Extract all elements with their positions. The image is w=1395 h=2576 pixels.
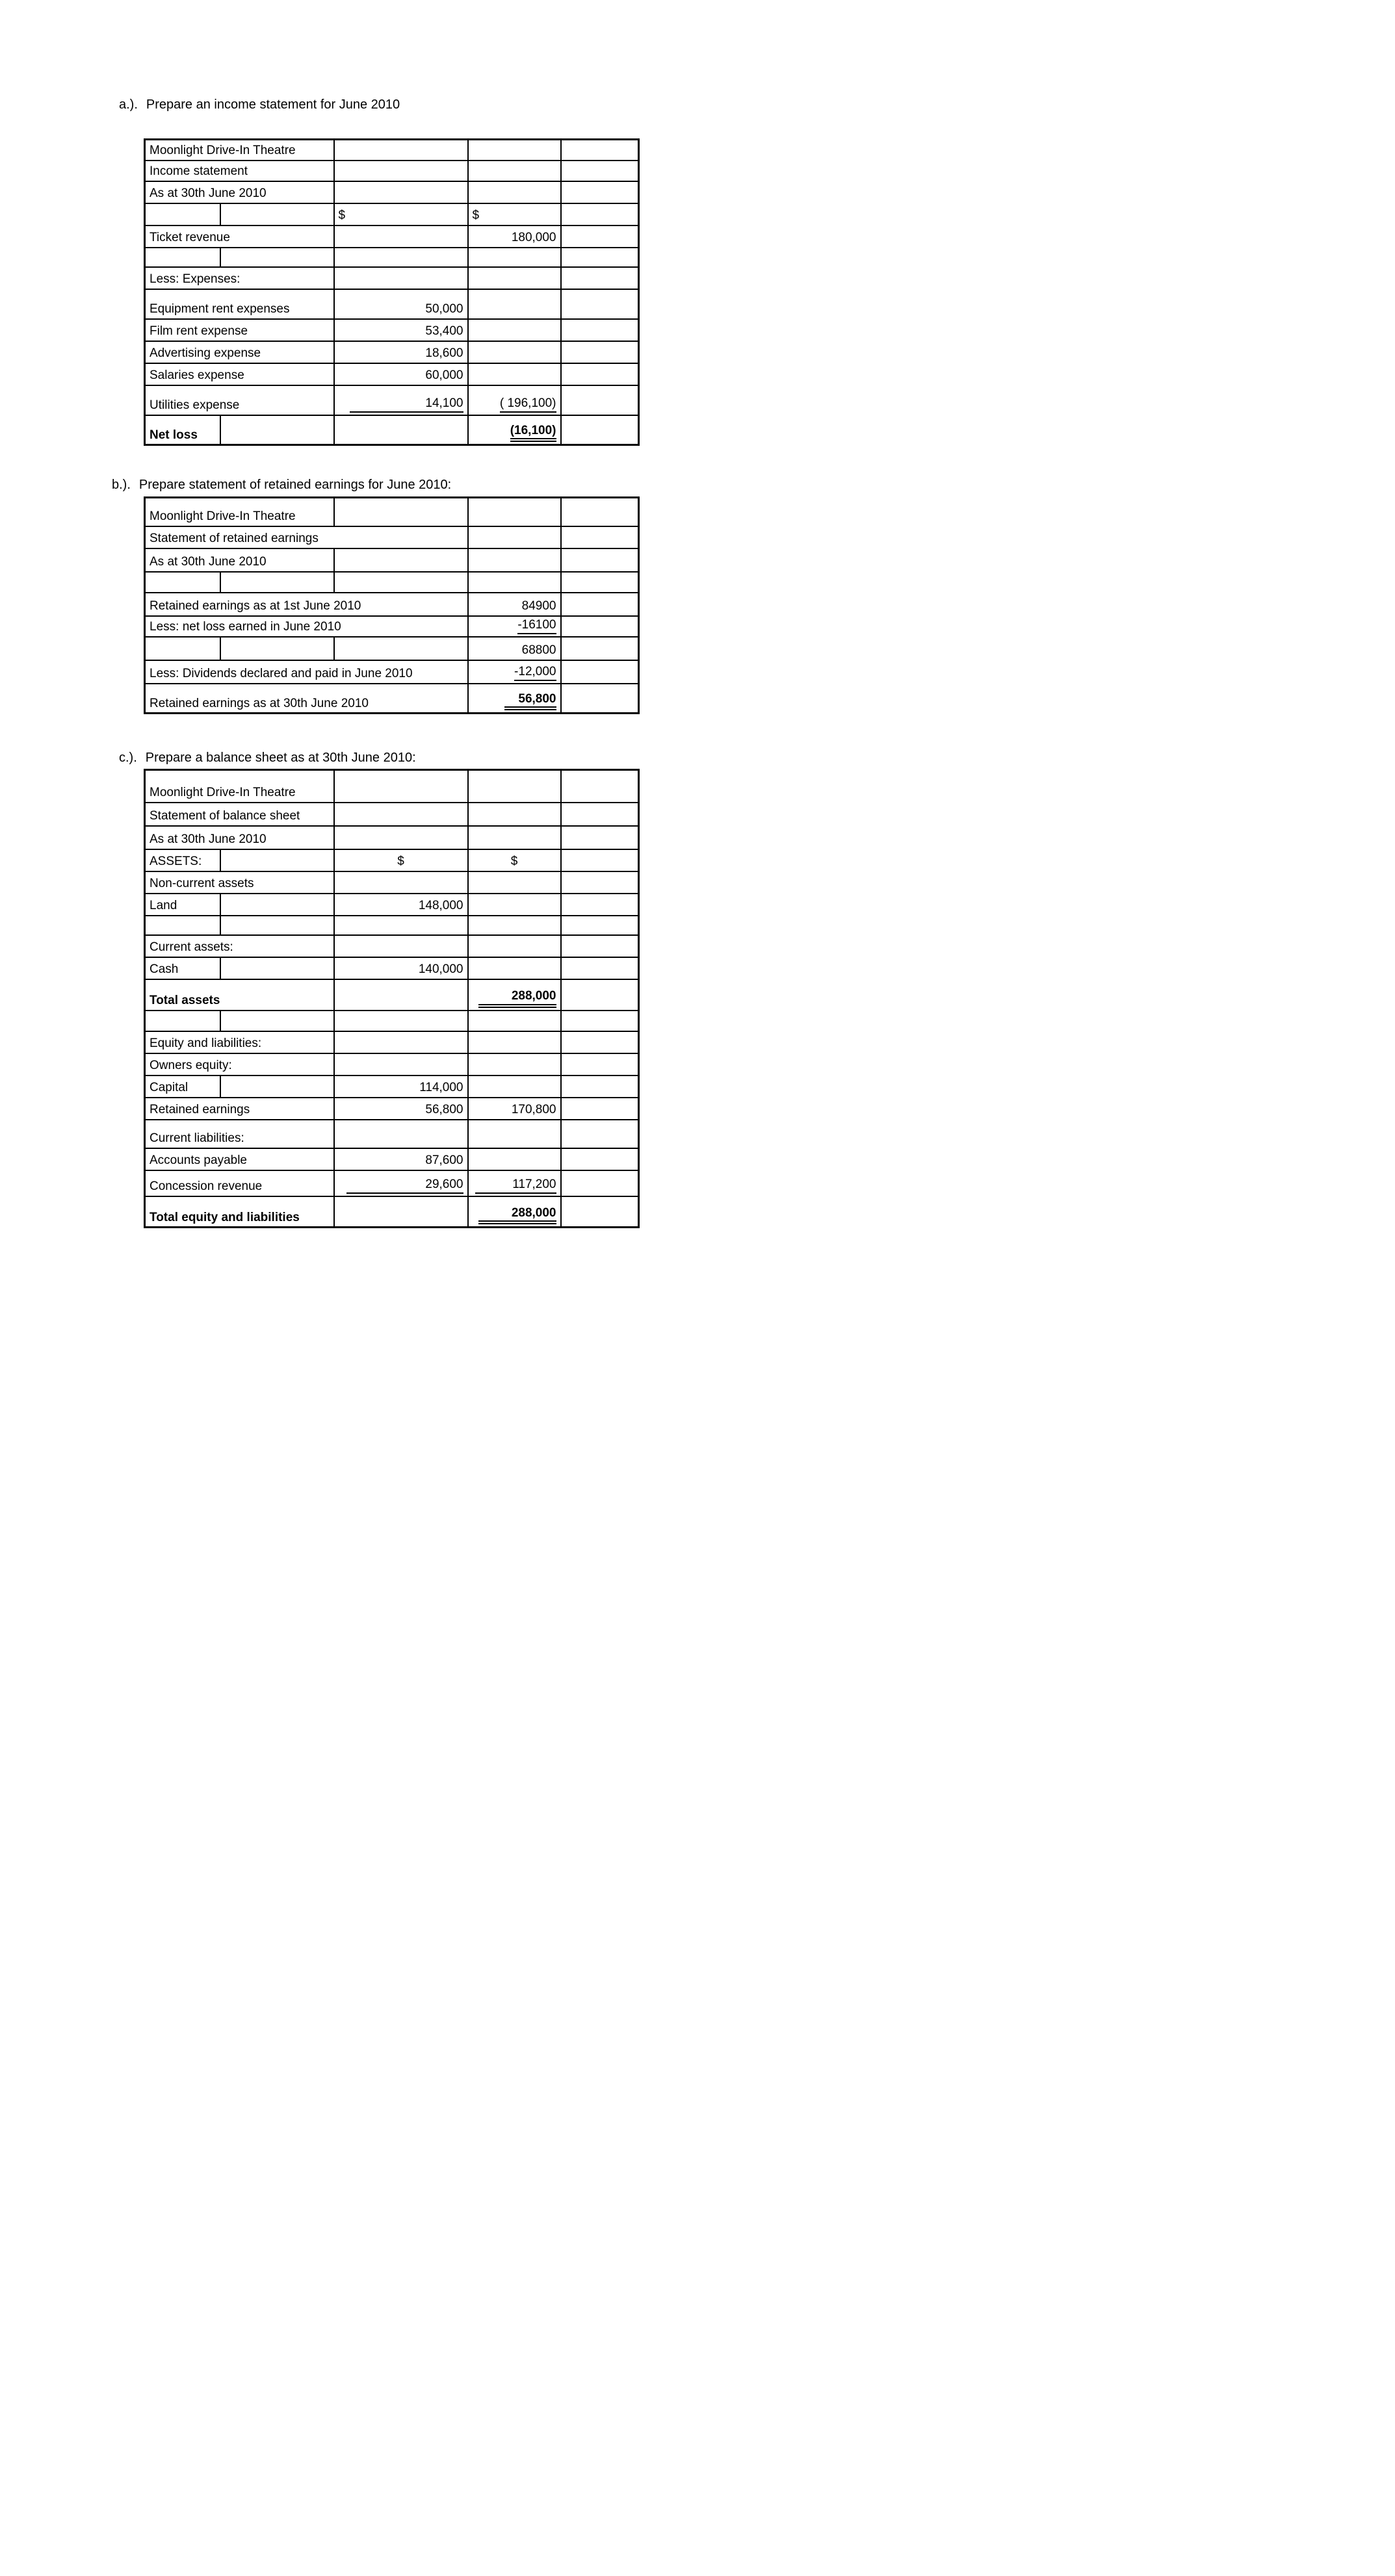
table-cell-empty [334,161,468,181]
table-row [145,770,639,803]
table-cell-empty [468,826,561,849]
table-cell-empty [468,319,561,341]
table-cell-empty [145,637,220,660]
table-cell-empty [468,1053,561,1075]
table-row [145,319,639,341]
table-cell-empty [334,267,468,289]
cell-text: Retained earnings as at 1st June 2010 [150,599,361,613]
table-cell [145,385,334,415]
cell-text: Advertising expense [150,346,261,361]
cell-text: Moonlight Drive-In Theatre [150,144,296,158]
table-cell-empty [468,871,561,894]
table-cell-empty [220,1011,334,1031]
table-row [145,248,639,267]
table-row [145,498,639,526]
table-cell [468,616,561,637]
table-cell-empty [334,1053,468,1075]
section-c-label: c.). [119,751,137,765]
table-cell-empty [468,248,561,267]
cell-text: 140,000 [418,962,463,977]
table-cell [145,289,334,319]
table-cell [145,526,468,548]
cell-text: Film rent expense [150,324,248,339]
cell-text: 53,400 [425,324,463,339]
cell-text: 170,800 [511,1103,556,1117]
table-cell-empty [561,1053,639,1075]
table-cell-empty [220,849,334,871]
cell-text: (16,100) [510,424,556,442]
table-row [145,935,639,957]
table-cell-empty [220,248,334,267]
table-cell [468,637,561,660]
table-cell [334,894,468,916]
table-cell-empty [334,181,468,203]
cell-text: 56,800 [504,692,556,710]
table-cell-empty [561,1196,639,1228]
table-cell-empty [334,1031,468,1053]
table-row [145,660,639,684]
table-cell-empty [334,916,468,935]
table-cell [145,684,468,714]
table-row [145,1011,639,1031]
table-cell-empty [334,248,468,267]
section-c-title [119,751,416,766]
table-cell [468,385,561,415]
table-cell [145,826,334,849]
table-cell [468,979,561,1011]
table-cell-empty [468,957,561,979]
table-cell-empty [561,1148,639,1170]
cell-text: Equity and liabilities: [150,1037,262,1051]
table-cell-empty [561,979,639,1011]
table-cell [145,1075,220,1098]
table-cell-empty [468,916,561,935]
table-cell-empty [468,289,561,319]
table-row [145,267,639,289]
table-cell [334,363,468,385]
cell-text: As at 30th June 2010 [150,832,267,847]
table-row [145,341,639,363]
table-cell [334,957,468,979]
table-cell-empty [561,957,639,979]
cell-text: Cash [150,962,179,977]
table-cell [145,871,334,894]
table-cell-empty [561,1120,639,1148]
table-cell [468,660,561,684]
table-cell [468,1098,561,1120]
table-cell-empty [561,826,639,849]
cell-text: Retained earnings [150,1103,250,1117]
table-cell-empty [561,498,639,526]
table-cell [468,415,561,445]
table-cell-empty [334,637,468,660]
table-cell-empty [468,1031,561,1053]
table-row [145,916,639,935]
table-cell-empty [220,1075,334,1098]
table-cell-empty [334,498,468,526]
cell-text: Non-current assets [150,877,254,891]
table-cell-empty [561,181,639,203]
cell-text: As at 30th June 2010 [150,187,267,201]
table-cell [334,203,468,225]
worksheet-page [0,0,698,1288]
table-cell-empty [561,203,639,225]
cell-text: Ticket revenue [150,231,230,245]
table-cell [145,161,334,181]
cell-text: -12,000 [514,665,556,680]
table-cell [145,935,334,957]
table-cell-empty [561,770,639,803]
table-cell-empty [334,826,468,849]
cell-text: Retained earnings as at 30th June 2010 [150,696,369,710]
cell-text: Income statement [150,164,248,179]
table-cell-empty [334,1120,468,1148]
cell-text: 60,000 [425,368,463,383]
cell-text: ( 196,100) [500,396,556,412]
cell-text: Less: net loss earned in June 2010 [150,620,341,634]
table-cell-empty [561,267,639,289]
table-cell-empty [468,1120,561,1148]
table-row [145,871,639,894]
cell-text: $ [338,209,346,223]
table-cell-empty [145,248,220,267]
table-row [145,1148,639,1170]
cell-text: 29,600 [346,1178,463,1193]
cell-text: $ [510,855,518,869]
table-cell [145,1196,334,1228]
table-cell [468,203,561,225]
cell-text: 14,100 [350,396,463,412]
table-cell [468,684,561,714]
table-cell-empty [561,363,639,385]
table-cell-empty [468,341,561,363]
table-row [145,181,639,203]
table-cell [468,593,561,616]
table-cell [468,849,561,871]
table-cell [468,225,561,248]
table-cell [145,140,334,161]
table-cell [334,1075,468,1098]
table-cell-empty [561,593,639,616]
retained-earnings-table [144,496,640,714]
table-cell-empty [145,916,220,935]
table-cell [145,363,334,385]
table-cell [145,267,334,289]
table-cell-empty [334,1196,468,1228]
cell-text: 50,000 [425,302,463,316]
table-cell-empty [561,637,639,660]
table-cell-empty [468,140,561,161]
section-b-title [112,478,451,493]
cell-text: 180,000 [511,231,556,245]
table-cell-empty [145,1011,220,1031]
table-cell-empty [334,548,468,572]
table-cell-empty [561,572,639,593]
table-cell-empty [468,572,561,593]
cell-text: Salaries expense [150,368,244,383]
table-cell [334,1148,468,1170]
table-cell-empty [468,935,561,957]
table-cell-empty [334,935,468,957]
table-cell-empty [561,871,639,894]
table-cell-empty [561,161,639,181]
table-cell-empty [145,572,220,593]
table-cell [145,894,220,916]
table-cell-empty [561,935,639,957]
table-cell [145,1120,334,1148]
table-row [145,385,639,415]
table-cell [145,1031,334,1053]
table-row [145,1075,639,1098]
table-row [145,684,639,714]
table-cell-empty [334,770,468,803]
table-cell [468,1196,561,1228]
table-cell [334,319,468,341]
table-cell-empty [468,526,561,548]
table-cell [145,1053,334,1075]
table-cell-empty [468,1011,561,1031]
table-row [145,225,639,248]
cell-text: $ [472,209,480,223]
table-cell [334,341,468,363]
table-cell-empty [334,979,468,1011]
table-cell-empty [468,267,561,289]
table-row [145,203,639,225]
balance-sheet-table [144,769,640,1228]
section-b-title-text: Prepare statement of retained earnings for June 2010: [138,478,452,492]
table-row [145,140,639,161]
cell-text: Capital [150,1081,189,1095]
table-cell [145,593,468,616]
table-cell-empty [561,616,639,637]
cell-text: 114,000 [419,1081,463,1095]
table-cell-empty [561,1011,639,1031]
table-row [145,289,639,319]
table-cell-empty [468,1148,561,1170]
cell-text: Moonlight Drive-In Theatre [150,509,296,524]
table-row [145,526,639,548]
table-cell-empty [145,203,220,225]
table-cell-empty [561,1075,639,1098]
table-row [145,363,639,385]
table-cell-empty [561,385,639,415]
table-cell-empty [220,637,334,660]
table-cell [145,1148,334,1170]
table-cell-empty [561,140,639,161]
table-row [145,1120,639,1148]
table-row [145,1098,639,1120]
table-cell-empty [334,140,468,161]
table-cell [334,1098,468,1120]
cell-text: 288,000 [478,989,556,1007]
table-cell-empty [561,660,639,684]
cell-text: Owners equity: [150,1059,232,1073]
table-cell-empty [561,225,639,248]
table-cell-empty [561,415,639,445]
table-cell [145,770,334,803]
table-cell-empty [561,916,639,935]
cell-text: ASSETS: [150,855,202,869]
table-cell-empty [468,498,561,526]
table-cell-empty [334,572,468,593]
table-cell [145,616,468,637]
cell-text: Less: Expenses: [150,272,241,287]
table-cell-empty [220,203,334,225]
table-cell [145,341,334,363]
table-row [145,979,639,1011]
cell-text: Less: Dividends declared and paid in June 2010 [150,667,413,681]
table-cell-empty [561,248,639,267]
cell-text: 87,600 [425,1153,463,1168]
table-cell-empty [334,803,468,826]
cell-text: 18,600 [425,346,463,361]
table-cell [145,319,334,341]
table-cell-empty [220,957,334,979]
cell-text: -16100 [517,618,556,634]
table-cell-empty [561,849,639,871]
cell-text: 288,000 [478,1206,556,1224]
table-cell-empty [468,770,561,803]
table-cell [145,979,334,1011]
table-row [145,1053,639,1075]
table-cell-empty [561,289,639,319]
cell-text: 148,000 [418,899,463,913]
income-statement-table [144,138,640,446]
cell-text: 68800 [521,643,556,658]
table-cell [334,849,468,871]
table-row [145,849,639,871]
cell-text: Net loss [150,428,198,442]
table-cell-empty [220,916,334,935]
table-cell-empty [468,181,561,203]
table-cell [334,385,468,415]
cell-text: Statement of balance sheet [150,809,300,823]
cell-text: Current assets: [150,940,233,955]
table-cell [145,957,220,979]
cell-text: Total equity and liabilities [150,1210,300,1224]
cell-text: Land [150,899,177,913]
table-row [145,548,639,572]
table-cell-empty [561,684,639,714]
table-cell [334,289,468,319]
table-row [145,826,639,849]
section-a-label: a.). [119,97,138,112]
table-cell [145,1170,334,1196]
cell-text: $ [397,855,404,869]
table-cell [145,548,334,572]
section-c-title-text: Prepare a balance sheet as at 30th June 2010: [145,751,416,765]
table-cell-empty [561,1098,639,1120]
table-cell-empty [334,225,468,248]
table-row [145,415,639,445]
cell-text: Utilities expense [150,398,240,413]
section-a-title-text: Prepare an income statement for June 2010 [146,97,400,112]
table-cell-empty [561,1170,639,1196]
cell-text: 117,200 [475,1178,556,1193]
table-row [145,957,639,979]
table-row [145,894,639,916]
table-cell-empty [334,1011,468,1031]
table-row [145,616,639,637]
table-cell [145,225,334,248]
table-cell [145,498,334,526]
table-cell [145,660,468,684]
cell-text: Total assets [150,994,220,1008]
table-cell-empty [468,363,561,385]
table-cell [145,415,220,445]
table-cell-empty [561,803,639,826]
table-cell-empty [468,894,561,916]
table-cell [145,849,220,871]
table-cell-empty [468,803,561,826]
cell-text: Current liabilities: [150,1131,244,1146]
table-row [145,1031,639,1053]
table-cell-empty [468,1075,561,1098]
table-cell [468,1170,561,1196]
table-cell [145,181,334,203]
table-cell-empty [561,894,639,916]
cell-text: Statement of retained earnings [150,532,319,546]
table-cell-empty [468,161,561,181]
table-row [145,1196,639,1228]
table-cell [145,1098,334,1120]
table-cell-empty [561,1031,639,1053]
table-row [145,161,639,181]
table-cell-empty [561,319,639,341]
table-cell-empty [561,548,639,572]
table-cell-empty [334,415,468,445]
table-cell-empty [334,871,468,894]
table-cell-empty [220,572,334,593]
cell-text: 56,800 [425,1103,463,1117]
table-cell [145,803,334,826]
table-cell-empty [468,548,561,572]
table-row [145,593,639,616]
cell-text: Moonlight Drive-In Theatre [150,786,296,800]
table-row [145,803,639,826]
table-cell-empty [561,526,639,548]
table-row [145,572,639,593]
table-row [145,1170,639,1196]
cell-text: Accounts payable [150,1153,247,1168]
cell-text: Concession revenue [150,1179,263,1194]
table-cell-empty [220,894,334,916]
table-row [145,637,639,660]
table-cell [334,1170,468,1196]
cell-text: Equipment rent expenses [150,302,290,316]
section-b-label: b.). [112,478,131,492]
cell-text: 84900 [521,599,556,613]
table-cell-empty [561,341,639,363]
section-a-title [119,97,400,112]
cell-text: As at 30th June 2010 [150,555,267,569]
table-cell-empty [220,415,334,445]
